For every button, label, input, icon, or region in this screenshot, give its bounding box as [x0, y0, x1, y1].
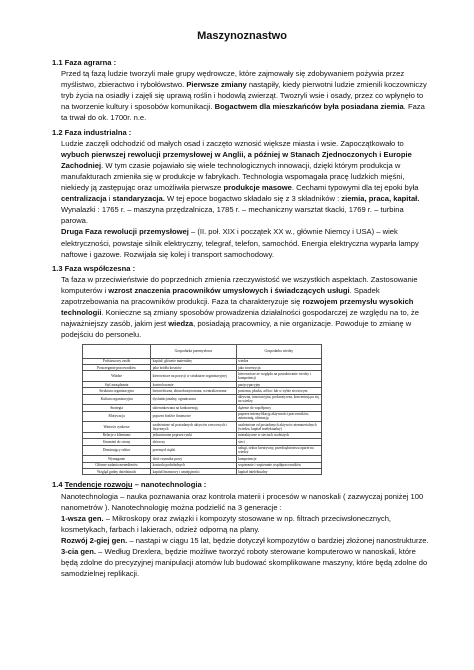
table-row-label: Strumień do strony	[83, 439, 151, 445]
table-row-label: Władze	[83, 371, 151, 382]
table-row-label: Wzgląd godny dziedzinach	[83, 469, 151, 475]
paragraph-generation-2: Rozwój 2-giej gen. – nastąpi w ciągu 15 lat, będzie dotyczył kompozytów o bardziej złożonej nanostrukturze.	[61, 535, 429, 545]
table-row-label: Kultura organizacyjna	[83, 394, 151, 405]
comparison-table-wrapper	[82, 344, 322, 475]
table-header-cell: Gospodarka przemysłowa	[151, 345, 236, 358]
paragraph-agrarian: Przed tą fazą ludzie tworzyli małe grupy wędrowcze, które zajmowały się zdobywaniem pożywia przez myślistwo, zbieractwo i rybołówstwo. Pierwsze zmiany nastąpiły, kiedy pierwotni ludzie zmienili koczowniczy tryb życia na osiadły i zajęli się uprawą roślin i hodowlą zwierząt. Twozryli wsie i osady, przez co wpłynęło to na tworzenie kultury i sposobów komunikacji. Bogactwem dla mieszkańców była posiadana ziemia. Faza ta trwał do ok. 1700r. n.e.	[61, 69, 427, 123]
table-cell: kapitał, głównie materialny	[151, 358, 236, 364]
table-row-label: Styl zarządzania	[83, 381, 151, 387]
table-cell: kompetencje	[236, 456, 321, 462]
table-row	[83, 469, 322, 475]
table-cell: uzależnione od posiadanych aktywów rzeczowych i fizycznych	[151, 422, 236, 433]
table-row-label: Podstawowy zasób	[83, 358, 151, 364]
paragraph-nanotech-definition: Nanotechnologia – nauka poznawania oraz kontrola materii i procesów w nanoskali ( zazwyczaj poniżej 100 nanometrów ). Nanotechnologię można podzielić na 3 generacje :	[61, 491, 424, 512]
paragraph-generation-1: 1-wsza gen. – Mikroskopy oraz związki i kompozyty stosowane w np. filtrach przeciwsłonecznych, kosmetykach, farbach i lakierach, odzież odporną na plany.	[61, 513, 392, 534]
table-row-label: Postrzeganie pracowników	[83, 364, 151, 370]
table-row	[83, 394, 322, 405]
section-heading-contemporary: 1.3 Faza współczesna :	[52, 263, 136, 273]
table-cell: partycypacyjny	[236, 381, 321, 387]
paragraph-inventions: Wynalazki : 1765 r. – maszyna przędzalnicza, 1785 r. – mechaniczny warsztat tkacki, 1769 r. – turbina parowa.	[61, 205, 404, 226]
table-row	[83, 411, 322, 422]
table-row-label: Dominujący sektor	[83, 445, 151, 456]
comparison-table	[82, 344, 322, 475]
table-cell: kierownicze na pozycji w strukturze organizacyjnej	[151, 371, 236, 382]
table-cell: interaktywne w sieciach osobistych	[236, 432, 321, 438]
paragraph-second-revolution: Druga Faza rewolucji przemysłowej – (II. poł. XIX i początek XX w., głównie Niemcy i USA) – wiek elektryczności, powstaje silnik elektryczny, telegraf, telefon, samochód. Energia elektryczna wyparła lampy naftowe i gazowe. Rozwijała się kolej i transport samochodowy.	[61, 227, 419, 259]
table-cell: jako źródła kosztów	[151, 364, 236, 370]
table-cell: kierownicze ze względu na poszukiwanie wiedzy i kompetencji	[236, 371, 321, 382]
table-cell: zbiorczy	[151, 439, 236, 445]
table-cell: dysfunkcjonalny, ograniczona	[151, 394, 236, 405]
table-cell: kapitał finansowy i umiejętności	[151, 469, 236, 475]
table-cell: kontrola podwładnych	[151, 462, 236, 468]
table-header-cell	[83, 345, 151, 358]
paragraph-industrial: Ludzie zaczęli odchodzić od małych osad i zaczęto wznosić większe miasta i wsie. Zapoczątkowało to wybuch pierwszej rewolucji przemysłowej w Anglii, a później w Stanach Zjednoczonych i Europie Zachodniej. W tym czasie pojawiało się wiele technologicznych innowacji, dzięki którym produkcja w manufakturach zmieniła się w produkcje w fabrykach. Technologia wspomagała pracę ludzkich mięśni, niekiedy ją zastępując oraz umożliwiła pierwsze produkcje masowe. Cechami typowymi dla tej epoki była centralizacja i standaryzacja. W tej epoce bogactwo składało się z 3 składników : ziemia, praca, kapitał.	[61, 138, 420, 204]
section-heading-industrial: 1.2 Faza industrialna :	[52, 127, 132, 137]
table-row-label: Relacje z klientami	[83, 432, 151, 438]
table-row-label: Struktura organizacyjna	[83, 388, 151, 394]
table-cell: dążenie do współpracy	[236, 405, 321, 411]
table-cell: ukierunkowana na konkurencję	[151, 405, 236, 411]
table-row-label: Wartości rynkowe	[83, 422, 151, 433]
table-cell: aktywna, innowacyjna, prokreatywna, koncentrująca się na wiedzy	[236, 394, 321, 405]
table-row	[83, 445, 322, 456]
table-row	[83, 371, 322, 382]
table-cell: jednostronne poprzez rynki	[151, 432, 236, 438]
table-body	[83, 358, 322, 475]
table-row-label: Strategia	[83, 405, 151, 411]
table-row-label: Wymaganie	[83, 456, 151, 462]
table-cell: poprzez intensyfikację aktywności pracowników, autonomię, afirmację	[236, 411, 321, 422]
section-heading-agrarian: 1.1 Faza agrarna :	[52, 58, 117, 67]
paragraph-contemporary: Ta faza w przeciwieństwie do poprzednich zmienia rzeczywistość we wszystkich aspektach. Zastosowanie komputerów i wzrost znaczenia pracowników umysłowych i świadczących usługi. Spadek zapotrzebowania na pracowników produkcji. Faza ta charakteryzuje się rozwojem przemysłu wysokich technologii. Konieczne są zmiany sposobów prowadzenia działalności gospodarczej ze względu na to, że najważniejszy zasób, jakim jest wiedza, posiadają pracownicy, a nie organizacje. Powoduje to zmianę w podejściu do personelu.	[61, 274, 419, 340]
table-row-label: Główne zadania menedżerów	[83, 462, 151, 468]
document-title: Maszynoznastwo	[197, 30, 287, 42]
table-cell: pozioma, płaska, ad hoc lub w trybie sieciowym	[236, 388, 321, 394]
table-header-row	[83, 345, 322, 358]
section-heading-trends: 1.4 Tendencje rozwoju – nanotechnologia :	[52, 480, 207, 490]
table-cell: kontrolowanie	[151, 381, 236, 387]
table-row-label: Motywacja	[83, 411, 151, 422]
table-header-cell: Gospodarka wiedzy	[236, 345, 321, 358]
table-cell: kapitał intelektualny	[236, 469, 321, 475]
table-cell: poprzez bodźce finansowe	[151, 411, 236, 422]
table-cell: ilość czynnika pracy	[151, 456, 236, 462]
table-cell: uzależnione od posiadanych aktywów niematerialnych (wiedza, kapitał intelektualny)	[236, 422, 321, 433]
table-cell: wiedza	[236, 358, 321, 364]
table-cell: hierarchiczna, zbiurokratyzowana, scentralizowana	[151, 388, 236, 394]
table-cell: usługi, sektor kreatywny, przedsiębiorstwa oparte na wiedzy	[236, 445, 321, 456]
table-cell: jako inwestycja	[236, 364, 321, 370]
table-row	[83, 422, 322, 433]
table-cell: sieci	[236, 439, 321, 445]
table-cell: wspieranie i wspieranie współpracowników	[236, 462, 321, 468]
table-cell: przemysł ciężki	[151, 445, 236, 456]
paragraph-generation-3: 3-cia gen. – Według Drexlera, będzie możliwe tworzyć roboty sterowane komputerowo w nanoskali, które będą zdolne do precyzyjnej manipulacji atomów lub budować skomplikowane maszyny, które będą zdolne do samodzielnej replikacji.	[61, 546, 428, 579]
